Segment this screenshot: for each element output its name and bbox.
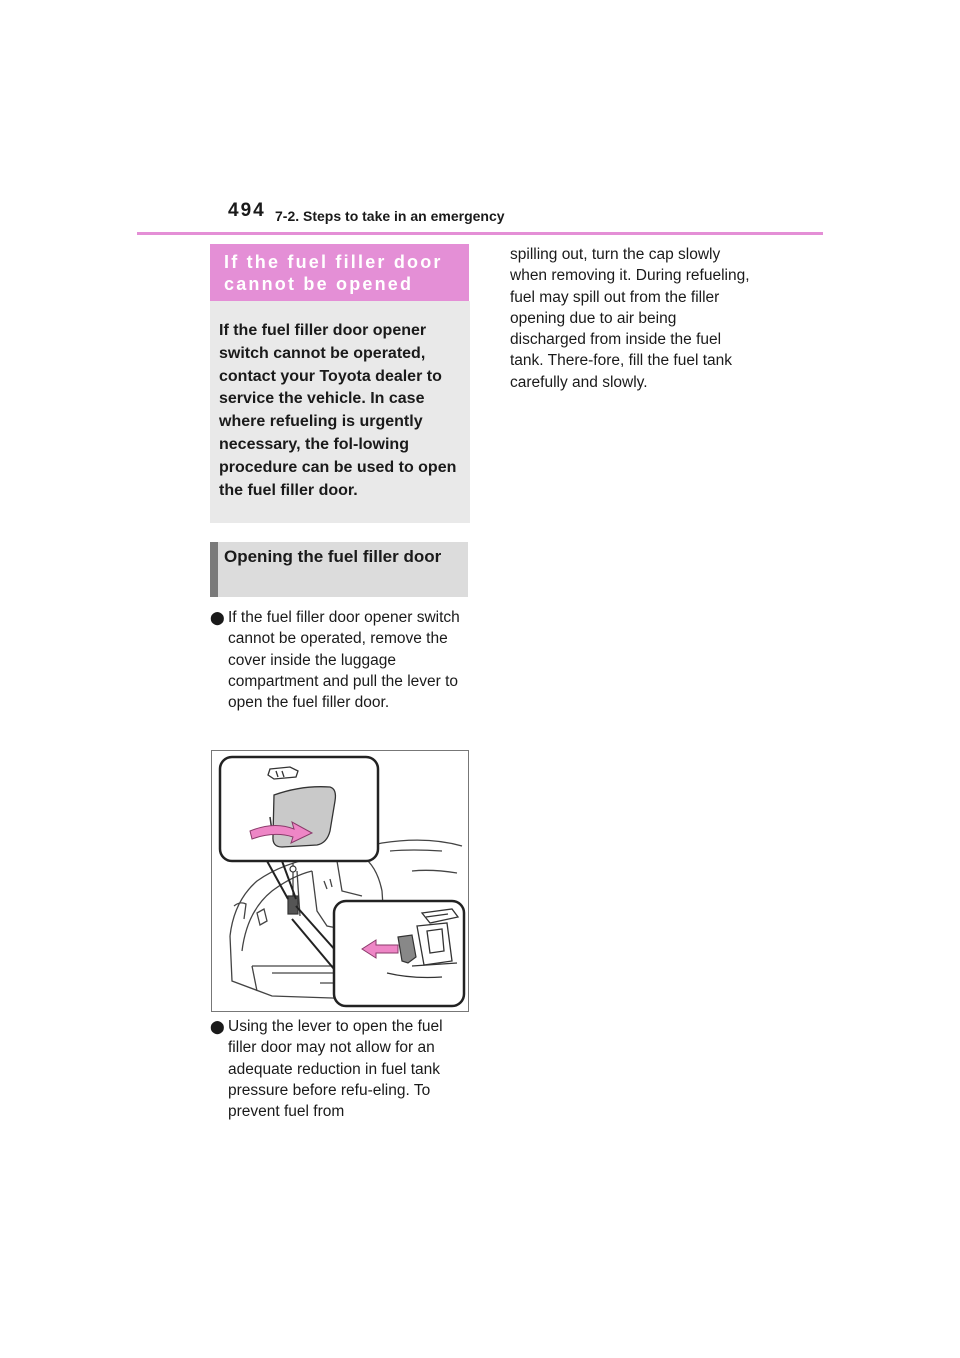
bullet-item — [210, 607, 472, 713]
subheading-title: Opening the fuel filler door — [224, 547, 442, 566]
bullet-icon: ⬤ — [210, 610, 225, 625]
section-header: 7-2. Steps to take in an emergency — [275, 208, 505, 224]
subheading-bar — [210, 542, 218, 597]
intro-text: If the fuel filler door opener switch cannot be operated, contact your Toyota dealer to service the vehicle. In case where refueling is urgently necessary, the fol-lowing procedure can be used to open the fuel filler door. — [219, 322, 457, 499]
bullet-text: Using the lever to open the fuel filler door may not allow for an adequate reduction in fuel tank pressure before refu-eling. To prevent fuel from — [228, 1018, 443, 1121]
pink-heading-title: If the fuel filler door cannot be opened — [224, 252, 443, 294]
bullet-text: If the fuel filler door opener switch cannot be operated, remove the cover inside the luggage compartment and pull the lever to open the fuel filler door. — [228, 609, 460, 712]
header-divider — [137, 232, 823, 235]
pink-heading-box — [210, 244, 469, 301]
page-number: 494 — [228, 200, 266, 221]
bullet-item — [210, 1016, 472, 1122]
right-column-text: spilling out, turn the cap slowly when removing it. During refueling, fuel may spill out from the filler opening due to air being discharged from inside the fuel tank. There-fore, fill the fuel tank carefully and slowly. — [510, 246, 750, 391]
intro-box — [210, 301, 470, 523]
subheading-box — [210, 542, 468, 597]
bullet-icon: ⬤ — [210, 1019, 225, 1034]
luggage-fuel-lever-illustration — [211, 750, 469, 1012]
